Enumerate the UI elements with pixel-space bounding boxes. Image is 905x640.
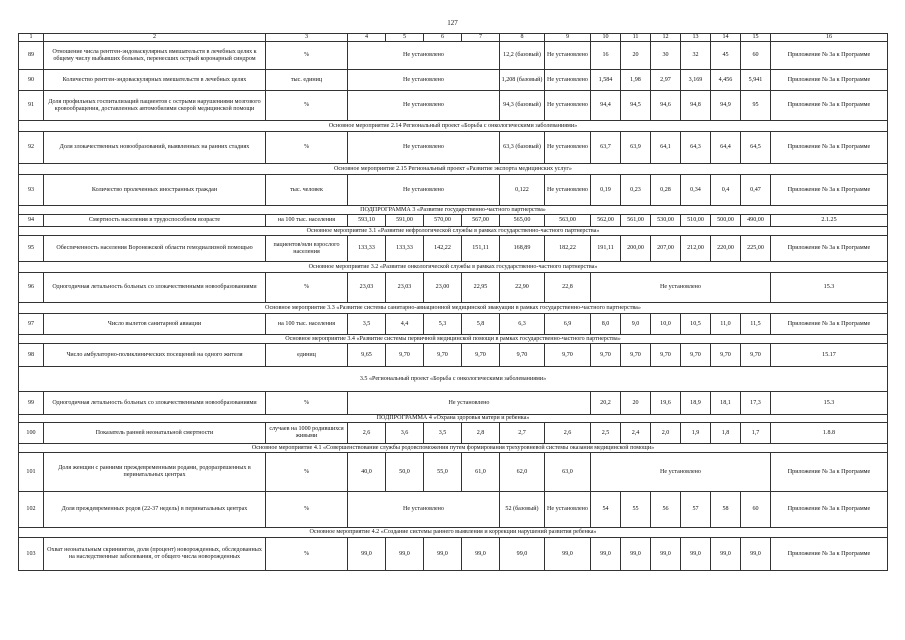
- unit-cell: на 100 тыс. населения: [266, 314, 348, 335]
- value-cell: 63,0: [545, 453, 591, 492]
- value-cell: 99,0: [741, 538, 771, 571]
- not-set-cell: Не установлено: [348, 42, 500, 70]
- value-cell: 30: [651, 42, 681, 70]
- value-cell: 0,34: [681, 175, 711, 206]
- unit-cell: %: [266, 273, 348, 303]
- header-row: [19, 34, 888, 42]
- base-value-cell: 94,3 (базовый): [500, 91, 545, 121]
- value-cell: 62,0: [500, 453, 545, 492]
- value-cell: 168,89: [500, 236, 545, 262]
- value-cell: 9,70: [462, 344, 500, 367]
- value-cell: 6,3: [500, 314, 545, 335]
- value-cell: 94,8: [681, 91, 711, 121]
- value-cell: 200,00: [621, 236, 651, 262]
- value-cell: 0,23: [621, 175, 651, 206]
- row-number: 103: [19, 538, 44, 571]
- value-cell: 2,7: [500, 423, 545, 444]
- value-cell: 20,2: [591, 392, 621, 415]
- base-value-cell: 1,208 (базовый): [500, 70, 545, 91]
- table-row: [19, 492, 888, 528]
- unit-cell: случаев на 1000 родившихся живыми: [266, 423, 348, 444]
- unit-cell: тыс. человек: [266, 175, 348, 206]
- value-cell: 45: [711, 42, 741, 70]
- value-cell: 133,33: [386, 236, 424, 262]
- table-row: [19, 236, 888, 262]
- row-number: 91: [19, 91, 44, 121]
- table-row: [19, 423, 888, 444]
- value-cell: 182,22: [545, 236, 591, 262]
- value-cell: 2,97: [651, 70, 681, 91]
- unit-cell: %: [266, 492, 348, 528]
- value-cell: 207,00: [651, 236, 681, 262]
- value-cell: 32: [681, 42, 711, 70]
- appendix-cell: Приложение № 3а к Программе: [771, 132, 888, 164]
- appendix-cell: Приложение № 3а к Программе: [771, 453, 888, 492]
- row-number: 101: [19, 453, 44, 492]
- not-set-cell: Не установлено: [545, 70, 591, 91]
- section-row: [19, 121, 888, 132]
- section-row: [19, 528, 888, 538]
- appendix-cell: Приложение № 3а к Программе: [771, 492, 888, 528]
- value-cell: 220,00: [711, 236, 741, 262]
- unit-cell: %: [266, 91, 348, 121]
- value-cell: 9,70: [711, 344, 741, 367]
- value-cell: 1,98: [621, 70, 651, 91]
- value-cell: 9,70: [741, 344, 771, 367]
- value-cell: 2,8: [462, 423, 500, 444]
- header-cell: 4: [348, 34, 386, 42]
- value-cell: 99,0: [591, 538, 621, 571]
- header-cell: 8: [500, 34, 545, 42]
- appendix-cell: Приложение № 3а к Программе: [771, 538, 888, 571]
- section-heading: Основное мероприятие 4.1 «Совершенствование службы родовспоможения путем формирования трехуровневой системы оказания медицинской помощи»: [19, 444, 888, 453]
- value-cell: 22,90: [500, 273, 545, 303]
- section-row: [19, 262, 888, 273]
- not-set-cell: Не установлено: [348, 70, 500, 91]
- value-cell: 64,4: [711, 132, 741, 164]
- section-heading: Основное мероприятие 3.4 «Развитие системы первичной медицинской помощи в рамках государственно-частного партнерства»: [19, 335, 888, 344]
- table-row: [19, 392, 888, 415]
- not-set-cell: Не установлено: [348, 132, 500, 164]
- value-cell: 567,00: [462, 215, 500, 227]
- value-cell: 17,3: [741, 392, 771, 415]
- value-cell: 1,9: [681, 423, 711, 444]
- appendix-cell: Приложение № 3а к Программе: [771, 314, 888, 335]
- row-number: 96: [19, 273, 44, 303]
- section-row: [19, 303, 888, 314]
- base-value-cell: 52 (базовый): [500, 492, 545, 528]
- value-cell: 99,0: [651, 538, 681, 571]
- value-cell: 8,0: [591, 314, 621, 335]
- value-cell: 94,4: [591, 91, 621, 121]
- indicator-name: Отношение числа рентген-эндоваскулярных вмешательств в лечебных целях к общему числу выбывших больных, перенесших острый коронарный синдром: [44, 42, 266, 70]
- not-set-cell: Не установлено: [545, 132, 591, 164]
- indicator-name: Количество рентген-эндоваскулярных вмешательств в лечебных целях: [44, 70, 266, 91]
- table-row: [19, 132, 888, 164]
- indicator-name: Обеспеченность населения Воронежской области гемодиализной помощью: [44, 236, 266, 262]
- value-cell: 490,00: [741, 215, 771, 227]
- table-row: [19, 344, 888, 367]
- unit-cell: %: [266, 42, 348, 70]
- value-cell: 4,456: [711, 70, 741, 91]
- indicator-name: Количество пролеченных иностранных граждан: [44, 175, 266, 206]
- value-cell: 63,7: [591, 132, 621, 164]
- value-cell: 64,1: [651, 132, 681, 164]
- unit-cell: тыс. единиц: [266, 70, 348, 91]
- section-row: [19, 444, 888, 453]
- value-cell: 9,70: [424, 344, 462, 367]
- row-number: 90: [19, 70, 44, 91]
- reference-cell: 15.17: [771, 344, 888, 367]
- value-cell: 10,5: [681, 314, 711, 335]
- value-cell: 99,0: [500, 538, 545, 571]
- unit-cell: %: [266, 538, 348, 571]
- section-heading: 3.5 «Региональный проект «Борьба с онкологическими заболеваниями»: [19, 367, 888, 392]
- value-cell: 19,6: [651, 392, 681, 415]
- value-cell: 10,0: [651, 314, 681, 335]
- value-cell: 11,0: [711, 314, 741, 335]
- appendix-cell: Приложение № 3а к Программе: [771, 175, 888, 206]
- value-cell: 18,1: [711, 392, 741, 415]
- header-cell: 12: [651, 34, 681, 42]
- value-cell: 191,11: [591, 236, 621, 262]
- value-cell: 20: [621, 42, 651, 70]
- section-row: [19, 367, 888, 392]
- value-cell: 64,3: [681, 132, 711, 164]
- value-cell: 212,00: [681, 236, 711, 262]
- not-set-cell: Не установлено: [348, 392, 591, 415]
- value-cell: 16: [591, 42, 621, 70]
- value-cell: 133,33: [348, 236, 386, 262]
- value-cell: 23,03: [386, 273, 424, 303]
- row-number: 93: [19, 175, 44, 206]
- section-heading: Основное мероприятие 4.2 «Создание системы раннего выявления и коррекции нарушений развития ребенка»: [19, 528, 888, 538]
- unit-cell: пациентов/млн взрослого населения: [266, 236, 348, 262]
- reference-cell: 2.1.25: [771, 215, 888, 227]
- table-row: [19, 314, 888, 335]
- section-heading: Основное мероприятие 3.2 «Развитие онкологической службы в рамках государственно-частного партнерства»: [19, 262, 888, 273]
- subprogram-heading: ПОДПРОГРАММА 4 «Охрана здоровья матери и ребенка»: [19, 415, 888, 423]
- value-cell: 50,0: [386, 453, 424, 492]
- value-cell: 58: [711, 492, 741, 528]
- reference-cell: 1.8.8: [771, 423, 888, 444]
- indicator-name: Доля злокачественных новообразований, выявленных на ранних стадиях: [44, 132, 266, 164]
- value-cell: 99,0: [424, 538, 462, 571]
- value-cell: 3,169: [681, 70, 711, 91]
- not-set-cell: Не установлено: [545, 42, 591, 70]
- value-cell: 9,70: [621, 344, 651, 367]
- value-cell: 9,65: [348, 344, 386, 367]
- value-cell: 22,8: [545, 273, 591, 303]
- not-set-cell: Не установлено: [545, 492, 591, 528]
- header-cell: 5: [386, 34, 424, 42]
- value-cell: 18,9: [681, 392, 711, 415]
- reference-cell: 15.3: [771, 392, 888, 415]
- value-cell: 4,4: [386, 314, 424, 335]
- value-cell: 2,6: [545, 423, 591, 444]
- unit-cell: %: [266, 453, 348, 492]
- value-cell: 9,70: [500, 344, 545, 367]
- section-row: [19, 335, 888, 344]
- value-cell: 2,4: [621, 423, 651, 444]
- value-cell: 500,00: [711, 215, 741, 227]
- indicator-name: Смертность населения в трудоспособном возрасте: [44, 215, 266, 227]
- value-cell: 1,7: [741, 423, 771, 444]
- not-set-cell: Не установлено: [545, 175, 591, 206]
- table-row: [19, 42, 888, 70]
- header-cell: 13: [681, 34, 711, 42]
- section-row: [19, 227, 888, 236]
- not-set-cell: Не установлено: [348, 175, 500, 206]
- not-set-cell: Не установлено: [348, 492, 500, 528]
- value-cell: 99,0: [711, 538, 741, 571]
- table-row: [19, 175, 888, 206]
- indicator-name: Одногодичная летальность больных со злокачественными новообразованиями: [44, 273, 266, 303]
- value-cell: 55,0: [424, 453, 462, 492]
- row-number: 94: [19, 215, 44, 227]
- value-cell: 55: [621, 492, 651, 528]
- value-cell: 9,70: [681, 344, 711, 367]
- not-set-cell: Не установлено: [545, 91, 591, 121]
- not-set-cell: Не установлено: [348, 91, 500, 121]
- value-cell: 1,584: [591, 70, 621, 91]
- subprogram-heading: ПОДПРОГРАММА 3 «Развитие государственно-частного партнерства»: [19, 206, 888, 215]
- not-set-cell: Не установлено: [591, 273, 771, 303]
- indicator-name: Одногодичная летальность больных со злокачественными новообразованиями: [44, 392, 266, 415]
- value-cell: 64,5: [741, 132, 771, 164]
- indicator-name: Показатель ранней неонатальной смертности: [44, 423, 266, 444]
- appendix-cell: Приложение № 3а к Программе: [771, 70, 888, 91]
- value-cell: 23,03: [348, 273, 386, 303]
- value-cell: 94,6: [651, 91, 681, 121]
- value-cell: 11,5: [741, 314, 771, 335]
- value-cell: 593,10: [348, 215, 386, 227]
- value-cell: 60: [741, 42, 771, 70]
- section-heading: Основное мероприятие 2.14 Региональный проект «Борьба с онкологическими заболеваниями»: [19, 121, 888, 132]
- header-cell: 14: [711, 34, 741, 42]
- table-row: [19, 538, 888, 571]
- value-cell: 510,00: [681, 215, 711, 227]
- unit-cell: %: [266, 392, 348, 415]
- value-cell: 3,5: [424, 423, 462, 444]
- value-cell: 530,00: [651, 215, 681, 227]
- value-cell: 99,0: [681, 538, 711, 571]
- value-cell: 3,6: [386, 423, 424, 444]
- header-cell: 10: [591, 34, 621, 42]
- value-cell: 5,941: [741, 70, 771, 91]
- row-number: 89: [19, 42, 44, 70]
- value-cell: 94,5: [621, 91, 651, 121]
- value-cell: 57: [681, 492, 711, 528]
- value-cell: 99,0: [545, 538, 591, 571]
- subprogram-row: [19, 415, 888, 423]
- value-cell: 2,6: [348, 423, 386, 444]
- value-cell: 9,0: [621, 314, 651, 335]
- row-number: 97: [19, 314, 44, 335]
- value-cell: 563,00: [545, 215, 591, 227]
- value-cell: 0,28: [651, 175, 681, 206]
- indicator-name: Число вылетов санитарной авиации: [44, 314, 266, 335]
- value-cell: 570,00: [424, 215, 462, 227]
- table-row: [19, 215, 888, 227]
- header-cell: 11: [621, 34, 651, 42]
- unit-cell: на 100 тыс. населения: [266, 215, 348, 227]
- header-cell: 1: [19, 34, 44, 42]
- value-cell: 591,00: [386, 215, 424, 227]
- table-row: [19, 273, 888, 303]
- section-row: [19, 164, 888, 175]
- header-cell: 6: [424, 34, 462, 42]
- value-cell: 9,70: [386, 344, 424, 367]
- value-cell: 0,19: [591, 175, 621, 206]
- indicator-name: Охват неонатальным скринингом, доля (процент) новорожденных, обследованных на наследственные заболевания, от общего числа новорожденных: [44, 538, 266, 571]
- table-row: [19, 70, 888, 91]
- appendix-cell: Приложение № 3а к Программе: [771, 42, 888, 70]
- value-cell: 56: [651, 492, 681, 528]
- indicator-name: Число амбулаторно-поликлинических посещений на одного жителя: [44, 344, 266, 367]
- value-cell: 94,9: [711, 91, 741, 121]
- header-cell: 9: [545, 34, 591, 42]
- value-cell: 5,8: [462, 314, 500, 335]
- value-cell: 9,70: [545, 344, 591, 367]
- header-cell: 7: [462, 34, 500, 42]
- value-cell: 99,0: [621, 538, 651, 571]
- section-heading: Основное мероприятие 3.1 «Развитие нефрологической службы в рамках государственно-частного партнерства»: [19, 227, 888, 236]
- value-cell: 54: [591, 492, 621, 528]
- row-number: 99: [19, 392, 44, 415]
- value-cell: 0,4: [711, 175, 741, 206]
- value-cell: 22,95: [462, 273, 500, 303]
- page-number: 127: [447, 19, 458, 27]
- value-cell: 562,00: [591, 215, 621, 227]
- value-cell: 40,0: [348, 453, 386, 492]
- indicators-table: [18, 33, 888, 571]
- value-cell: 565,00: [500, 215, 545, 227]
- unit-cell: единиц: [266, 344, 348, 367]
- indicator-name: Доля женщин с ранними преждевременными родами, родоразрешенных в перинатальных центрах: [44, 453, 266, 492]
- appendix-cell: Приложение № 3а к Программе: [771, 236, 888, 262]
- row-number: 98: [19, 344, 44, 367]
- header-cell: 16: [771, 34, 888, 42]
- value-cell: 99,0: [348, 538, 386, 571]
- value-cell: 151,11: [462, 236, 500, 262]
- row-number: 102: [19, 492, 44, 528]
- header-cell: 2: [44, 34, 266, 42]
- reference-cell: 15.3: [771, 273, 888, 303]
- value-cell: 0,47: [741, 175, 771, 206]
- indicator-name: Доля преждевременных родов (22-37 недель) в перинатальных центрах: [44, 492, 266, 528]
- value-cell: 61,0: [462, 453, 500, 492]
- value-cell: 1,8: [711, 423, 741, 444]
- section-heading: Основное мероприятие 3.3 «Развитие системы санитарно-авиационной медицинской эвакуации в рамках государственно-частного партнерства»: [19, 303, 888, 314]
- value-cell: 2,0: [651, 423, 681, 444]
- table-row: [19, 91, 888, 121]
- value-cell: 63,9: [621, 132, 651, 164]
- base-value-cell: 63,3 (базовый): [500, 132, 545, 164]
- table-row: [19, 453, 888, 492]
- value-cell: 99,0: [462, 538, 500, 571]
- value-cell: 9,70: [591, 344, 621, 367]
- value-cell: 6,9: [545, 314, 591, 335]
- value-cell: 5,3: [424, 314, 462, 335]
- base-value-cell: 0,122: [500, 175, 545, 206]
- indicator-name: Доля профильных госпитализаций пациентов с острыми нарушениями мозгового кровообращения, доставленных автомобилями скорой медицинской помощи: [44, 91, 266, 121]
- value-cell: 225,00: [741, 236, 771, 262]
- subprogram-row: [19, 206, 888, 215]
- section-heading: Основное мероприятие 2.15 Региональный проект «Развитие экспорта медицинских услуг»: [19, 164, 888, 175]
- value-cell: 9,70: [651, 344, 681, 367]
- row-number: 92: [19, 132, 44, 164]
- value-cell: 20: [621, 392, 651, 415]
- value-cell: 142,22: [424, 236, 462, 262]
- value-cell: 561,00: [621, 215, 651, 227]
- base-value-cell: 12,2 (базовый): [500, 42, 545, 70]
- value-cell: 95: [741, 91, 771, 121]
- value-cell: 23,00: [424, 273, 462, 303]
- appendix-cell: Приложение № 3а к Программе: [771, 91, 888, 121]
- value-cell: 2,5: [591, 423, 621, 444]
- unit-cell: %: [266, 132, 348, 164]
- header-cell: 3: [266, 34, 348, 42]
- value-cell: 99,0: [386, 538, 424, 571]
- not-set-cell: Не установлено: [591, 453, 771, 492]
- value-cell: 3,5: [348, 314, 386, 335]
- header-cell: 15: [741, 34, 771, 42]
- value-cell: 60: [741, 492, 771, 528]
- row-number: 100: [19, 423, 44, 444]
- row-number: 95: [19, 236, 44, 262]
